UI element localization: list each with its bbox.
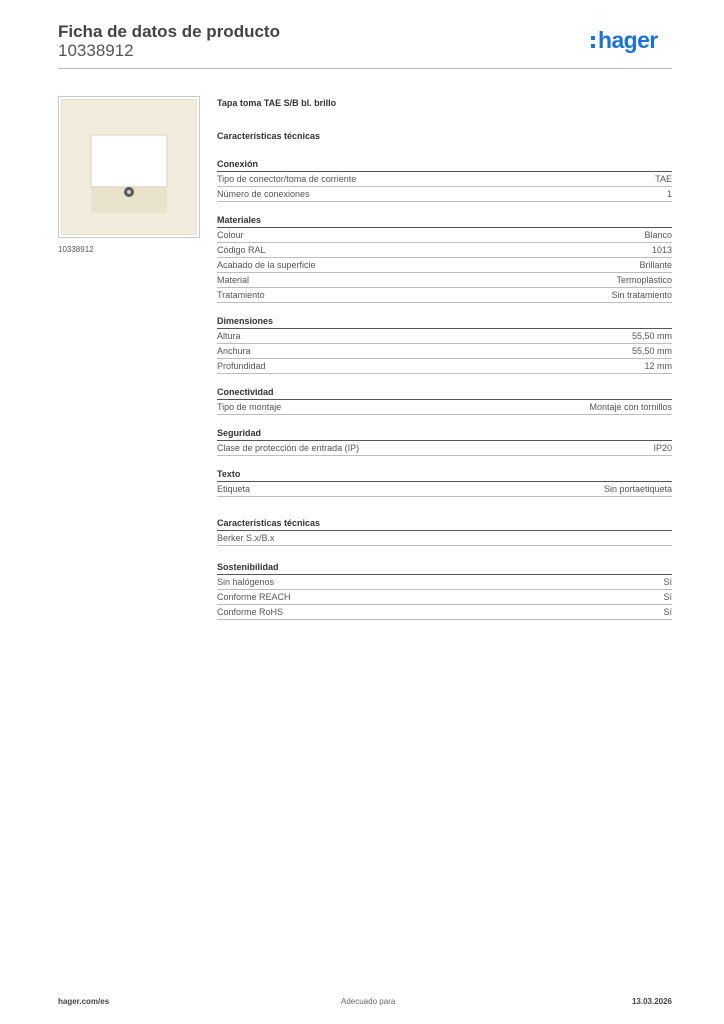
spec-value: Sí [663,577,672,587]
spec-label: Acabado de la superficie [217,260,316,270]
product-name: Tapa toma TAE S/B bl. brillo [217,98,337,108]
spec-label: Profundidad [217,361,266,371]
spec-label: Colour [217,230,244,240]
spec-row [217,359,672,374]
spec-value: Sí [663,592,672,602]
spec-value: 1013 [651,245,672,255]
spec-row [217,329,672,344]
group-title: Materiales [217,213,672,228]
spec-label: Conforme RoHS [217,607,284,617]
product-image-frame [58,96,200,238]
spec-value: TAE [655,174,672,184]
group-title: Sostenibilidad [217,560,672,575]
footer-website-link[interactable]: hager.com/es [58,997,110,1006]
spec-row [217,228,672,243]
spec-label: Número de conexiones [217,189,310,199]
spec-label: Sin halógenos [217,577,275,587]
spec-row [217,531,672,546]
group-title: Seguridad [217,426,672,441]
group-title: Conexión [217,157,672,172]
spec-group-sostenibilidad [217,560,672,620]
spec-row [217,187,672,202]
spec-value: Termoplástico [616,275,672,285]
specifications [217,96,672,620]
logo-text: hager [598,27,658,53]
document-title: Ficha de datos de producto [58,22,280,41]
spec-value: Sin tratamiento [611,290,672,300]
hager-logo [590,26,672,56]
group-title: Conectividad [217,385,672,400]
spec-row [217,172,672,187]
page-footer [58,997,672,1011]
group-title: Texto [217,467,672,482]
cover-plate-image [61,99,197,235]
spec-group-conectividad [217,385,672,415]
spec-value: Sin portaetiqueta [603,484,672,494]
spec-value: IP20 [653,443,672,453]
image-caption: 10338912 [58,245,94,254]
spec-group-seguridad [217,426,672,456]
spec-row [217,605,672,620]
spec-label: Clase de protección de entrada (IP) [217,443,360,453]
spec-row [217,273,672,288]
header-divider [58,68,672,69]
spec-row [217,400,672,415]
spec-label: Altura [217,331,241,341]
spec-value: Montaje con tornillos [589,402,672,412]
spec-value: Sí [663,607,672,617]
spec-label: Tipo de conector/toma de corriente [217,174,357,184]
spec-label: Conforme REACH [217,592,291,602]
spec-label: Etiqueta [217,484,251,494]
group-title: Dimensiones [217,314,672,329]
spec-group-materiales [217,213,672,303]
spec-value: 12 mm [644,361,672,371]
spec-value: 55,50 mm [631,346,672,356]
spec-row [217,441,672,456]
spec-value: Brillante [639,260,672,270]
spec-row [217,344,672,359]
spec-row [217,575,672,590]
footer-suitable-for: Adecuado para [341,997,396,1006]
spec-row [217,288,672,303]
spec-value: 55,50 mm [631,331,672,341]
spec-label: Tipo de montaje [217,402,282,412]
spec-group-conexion [217,157,672,202]
spec-value: Blanco [644,230,672,240]
spec-label: Tratamiento [217,290,265,300]
spec-label: Material [217,275,250,285]
technical-characteristics-heading: Características técnicas [217,131,321,141]
spec-row [217,243,672,258]
spec-label: Código RAL [217,245,266,255]
spec-group-dimensiones [217,314,672,374]
group-title: Características técnicas [217,516,672,531]
spec-group-texto [217,467,672,497]
spec-row [217,258,672,273]
product-number: 10338912 [58,41,134,60]
footer-date: 13.03.2026 [631,997,672,1006]
spec-label: Anchura [217,346,251,356]
spec-label: Berker S.x/B.x [217,533,275,543]
spec-group-technical-2 [217,516,672,546]
spec-value: 1 [666,189,672,199]
page-header [58,20,672,68]
spec-row [217,482,672,497]
spec-row [217,590,672,605]
